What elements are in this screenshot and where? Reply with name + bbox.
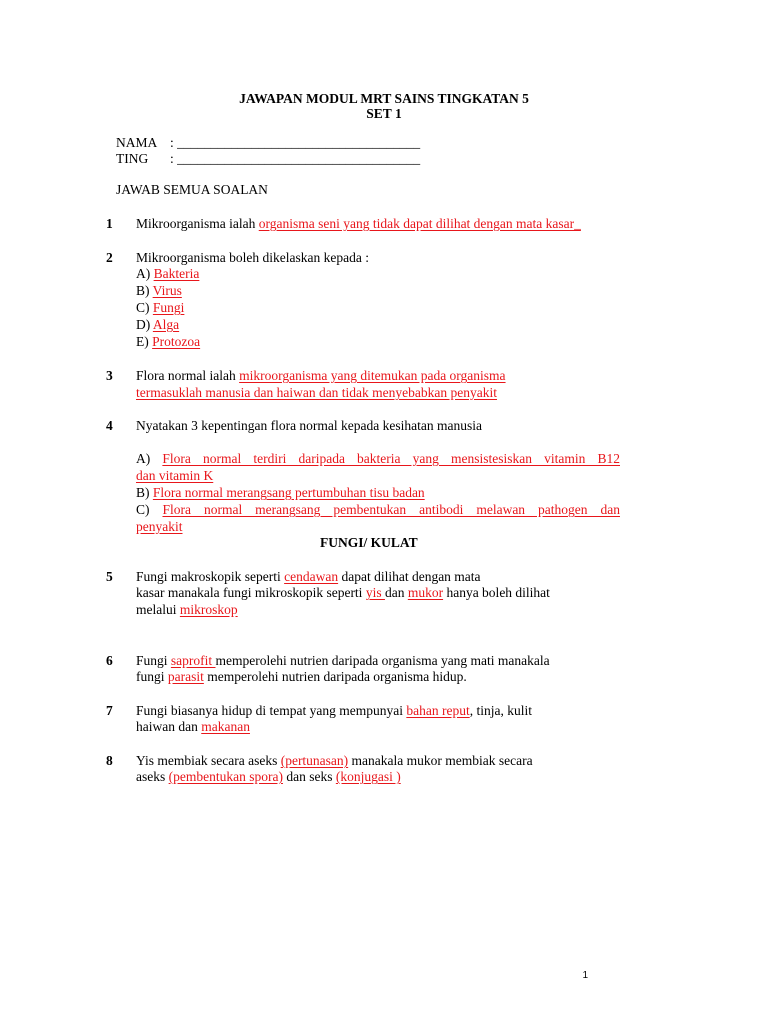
question-5-cont: melalui mikroskop [136,602,238,617]
question-5-cont: kasar manakala fungi mikroskopik seperti yis dan mukor hanya boleh dilihat [136,585,550,600]
answer: mukor [407,585,444,600]
question-5: Fungi makroskopik seperti cendawan dapat dilihat dengan mata [136,569,481,584]
answer: Fungi [152,300,185,315]
answer: (konjugasi ) [335,769,401,784]
answer: mikroskop [179,602,238,617]
answer: makanan [201,719,250,734]
ting-label: TING [116,151,149,166]
answer: yis [365,585,385,600]
section-heading: FUNGI/ KULAT [320,535,418,550]
page-number: 1 [582,970,588,981]
question-number: 4 [106,418,113,433]
answer: parasit [167,669,204,684]
question-number: 5 [106,569,113,584]
answer: penyakit [136,519,183,534]
answer: (pembentukan spora) [168,769,283,784]
answer: Flora normal terdiri daripada bakteria yang mensistesiskan vitamin B12 [162,451,620,466]
nama-label: NAMA [116,135,158,150]
answer: Flora normal merangsang pertumbuhan tisu badan [152,485,425,500]
answer: cendawan [284,569,339,584]
option-b: B) Virus [136,283,182,298]
question-7: Fungi biasanya hidup di tempat yang mempunyai bahan reput, tinja, kulit [136,703,532,718]
ting-blank: : ____________________________________ [170,151,421,166]
answer-b: B) Flora normal merangsang pertumbuhan tisu badan [136,485,425,500]
answer-c: C) Flora normal merangsang pembentukan antibodi melawan pathogen dan [136,502,620,517]
question-1: Mikroorganisma ialah organisma seni yang tidak dapat dilihat dengan mata kasar_ [136,216,581,231]
answer: organisma seni yang tidak dapat dilihat dengan mata kasar_ [258,216,581,231]
question-3-cont [136,384,497,401]
answer: Flora normal merangsang pembentukan antibodi melawan pathogen dan [162,502,620,517]
answer-a: A) Flora normal terdiri daripada bakteria yang mensistesiskan vitamin B12 [136,451,620,466]
instruction: JAWAB SEMUA SOALAN [116,182,268,197]
question-number: 8 [106,753,113,768]
question-8-cont: aseks (pembentukan spora) dan seks (konjugasi ) [136,769,401,784]
answer: bahan reput [406,703,470,718]
question-number: 2 [106,250,113,265]
answer: Bakteria [153,266,200,281]
answer: Protozoa [152,334,201,349]
option-a: A) Bakteria [136,266,200,281]
page-title: JAWAPAN MODUL MRT SAINS TINGKATAN 5 [239,91,529,106]
question-2: Mikroorganisma boleh dikelaskan kepada : [136,250,369,265]
answer-c-cont [136,518,183,535]
answer: mikroorganisma yang ditemukan pada organisma [239,368,506,383]
option-e: E) Protozoa [136,334,201,349]
set-label: SET 1 [366,106,402,121]
question-7-cont: haiwan dan makanan [136,719,250,734]
question-number: 1 [106,216,113,231]
question-3: Flora normal ialah mikroorganisma yang ditemukan pada organisma [136,368,506,383]
question-8: Yis membiak secara aseks (pertunasan) manakala mukor membiak secara [136,753,533,768]
answer: Virus [152,283,182,298]
question-number: 6 [106,653,113,668]
answer: Alga [152,317,180,332]
question-6-cont: fungi parasit memperolehi nutrien daripada organisma hidup. [136,669,467,684]
question-number: 7 [106,703,113,718]
answer: dan vitamin K [136,468,214,483]
answer: (pertunasan) [280,753,349,768]
nama-blank: : ____________________________________ [170,135,421,150]
question-4: Nyatakan 3 kepentingan flora normal kepada kesihatan manusia [136,418,482,433]
answer: termasuklah manusia dan haiwan dan tidak menyebabkan penyakit [136,385,498,400]
option-d: D) Alga [136,317,180,332]
question-6: Fungi saprofit memperolehi nutrien daripada organisma yang mati manakala [136,653,550,668]
answer-a-cont [136,467,213,484]
option-c: C) Fungi [136,300,185,315]
question-number: 3 [106,368,113,383]
answer: saprofit [170,653,216,668]
